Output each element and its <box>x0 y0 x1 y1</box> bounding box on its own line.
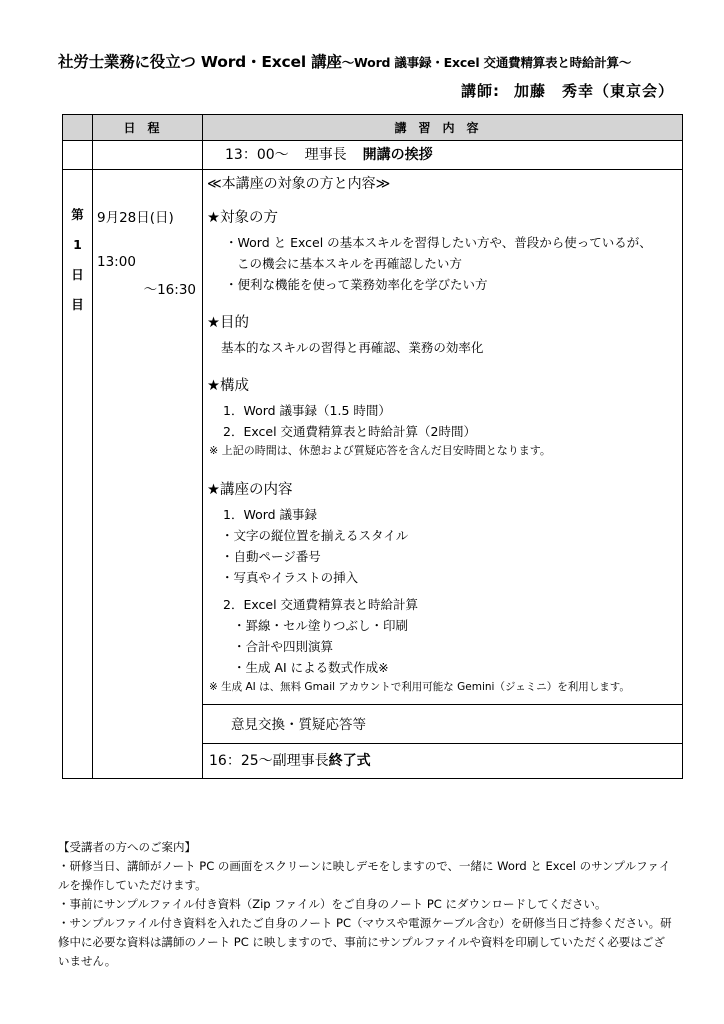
day-label-cell <box>63 170 93 779</box>
schedule-table <box>62 114 683 779</box>
purpose-text: 基本的なスキルの習得と再確認、業務の効率化 <box>221 340 484 355</box>
header-blank <box>63 115 93 141</box>
date-cell <box>93 170 203 779</box>
day-label-char: 第 <box>71 207 84 222</box>
session-date: 9月28日(日) <box>97 210 174 226</box>
purpose-title: ★目的 <box>207 315 249 331</box>
lecturer-name: 加藤 秀幸（東京会） <box>513 82 674 100</box>
session-start-time: 13:00 <box>97 254 136 270</box>
lecturer-label: 講師: <box>460 82 500 100</box>
word-item: ・文字の縦位置を揃えるスタイル <box>221 528 409 543</box>
table-spacer-row <box>63 141 683 170</box>
word-item: ・自動ページ番号 <box>221 549 321 564</box>
opening-time: 13：00〜 <box>225 147 289 163</box>
opening-row <box>203 141 682 167</box>
excel-item: ・合計や四則演算 <box>233 639 334 654</box>
closing-row <box>203 743 682 778</box>
qa-text: 意見交換・質疑応答等 <box>231 717 366 733</box>
course-content <box>203 170 682 704</box>
course-title: ★講座の内容 <box>207 482 293 498</box>
day-label-char: 目 <box>71 297 84 312</box>
opening-person: 理事長 <box>304 147 347 163</box>
target-item: ・便利な機能を使って業務効率化を学びたい方 <box>225 277 488 292</box>
excel-title: 2．Excel 交通費精算表と時給計算 <box>223 597 419 612</box>
structure-title: ★構成 <box>207 378 249 394</box>
session-end-time: 〜16:30 <box>143 282 196 298</box>
target-item: ・Word と Excel の基本スキルを習得したい方や、普段から使っているが、 <box>225 235 652 250</box>
day-label-char: 1 <box>73 237 82 252</box>
title-main: 社労士業務に役立つ Word・Excel 講座 <box>58 53 342 71</box>
excel-item: ・罫線・セル塗りつぶし・印刷 <box>233 618 409 633</box>
attendee-notice <box>58 838 676 971</box>
header-date: 日程 <box>93 115 203 141</box>
day1-row <box>63 170 683 779</box>
notice-item: ・研修当日、講師がノート PC の画面をスクリーンに映しデモをしますので、一緒に Word と Excel のサンプルファイルを操作していただけます。 <box>58 859 671 892</box>
closing-time: 16：25〜 <box>209 753 273 769</box>
target-item-continued: この機会に基本スキルを再確認したい方 <box>237 256 462 271</box>
excel-item: ・生成 AI による数式作成※ <box>233 660 389 675</box>
closing-person: 副理事長 <box>272 753 329 769</box>
day-label-char: 日 <box>71 267 84 282</box>
opening-event: 開講の挨拶 <box>362 147 433 163</box>
page-title <box>58 50 631 72</box>
content-cell <box>203 170 683 779</box>
target-title: ★対象の方 <box>207 210 278 226</box>
word-title: 1．Word 議事録 <box>223 507 318 522</box>
structure-item: 2．Excel 交通費精算表と時給計算（2時間） <box>223 424 476 439</box>
notice-item: ・サンプルファイル付き資料を入れたご自身のノート PC（マウスや電源ケーブル含む）を研修当日ご持参ください。研修中に必要な資料は講師のノート PC に映しますので、事前にサンプルファイルや資料を印刷していただく必要はございません。 <box>58 916 672 968</box>
header-content: 講習内容 <box>203 115 683 141</box>
closing-event: 終了式 <box>328 753 371 769</box>
lecturer-line <box>461 80 674 101</box>
notice-item: ・事前にサンプルファイル付き資料（Zip ファイル）をご自身のノート PC にダウンロードしてください。 <box>58 897 607 911</box>
structure-item: 1．Word 議事録（1.5 時間） <box>223 403 391 418</box>
structure-note: ※ 上記の時間は、休憩および質疑応答を含んだ目安時間となります。 <box>209 444 551 457</box>
ai-note: ※ 生成 AI は、無料 Gmail アカウントで利用可能な Gemini（ジェミニ）を利用します。 <box>209 681 630 693</box>
qa-row <box>203 704 682 743</box>
title-sub: 〜Word 議事録・Excel 交通費精算表と時給計算〜 <box>341 55 632 70</box>
notice-heading: 【受講者の方へのご案内】 <box>58 840 196 854</box>
word-item: ・写真やイラストの挿入 <box>221 570 359 585</box>
table-header-row <box>63 115 683 141</box>
content-intro: ≪本講座の対象の方と内容≫ <box>207 176 391 192</box>
